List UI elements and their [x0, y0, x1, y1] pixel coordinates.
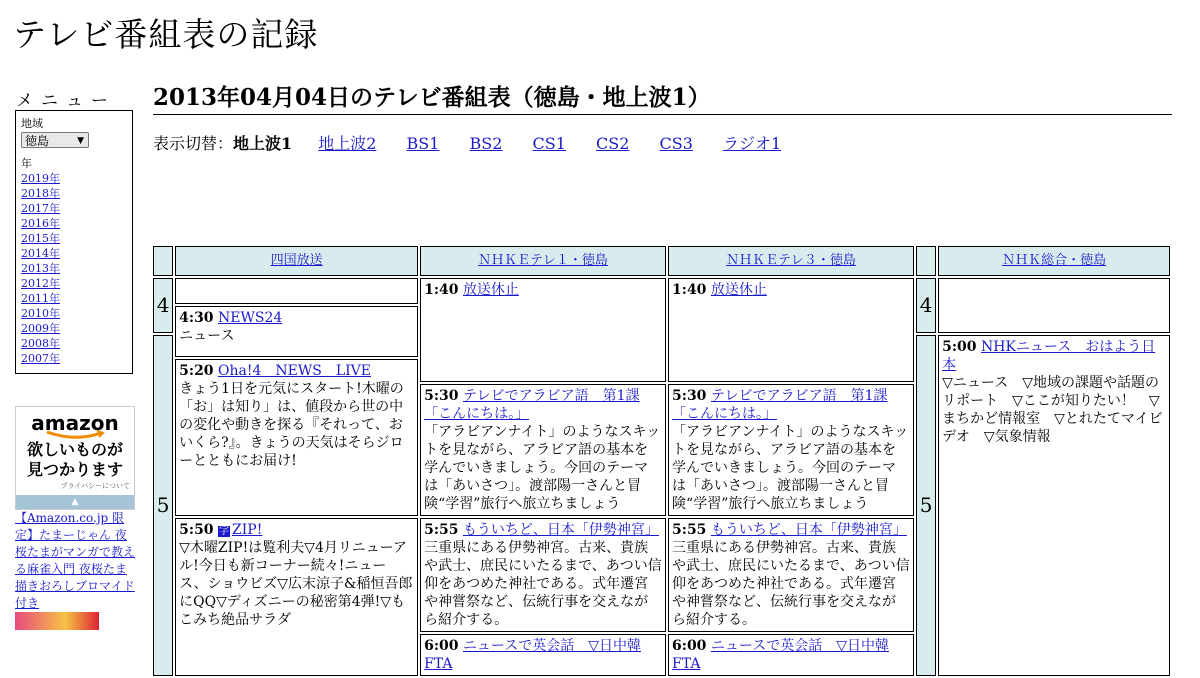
site-title: テレビ番組表の記録 [13, 15, 319, 54]
chevron-down-icon: ▼ [77, 136, 84, 146]
program-time: 5:30 [672, 388, 707, 404]
program-cell [420, 278, 666, 382]
program-cell [668, 384, 914, 516]
program-cell-empty [938, 278, 1170, 333]
year-link[interactable]: 2010年 [21, 307, 60, 320]
channel-link[interactable]: ＮＨＫ総合・徳島 [1002, 253, 1107, 268]
ad-product-thumbnail[interactable] [15, 612, 99, 630]
program-time: 1:40 [424, 282, 459, 298]
list-item [21, 351, 132, 366]
program-cell [175, 518, 418, 676]
channel-link[interactable]: 四国放送 [270, 253, 323, 268]
channel-header [420, 246, 666, 276]
program-cell [420, 384, 666, 516]
program-title[interactable]: ニュースで英会話 ▽日中韓FTA [672, 638, 889, 672]
amazon-ad-banner[interactable] [15, 406, 135, 510]
program-cell-empty [175, 278, 418, 304]
program-desc: ▽ニュース ▽地域の課題や話題のリポート ▽ここが知りたい！ ▽まちかど情報室 ▽とれたてマイビデオ ▽気象情報 [942, 374, 1163, 445]
program-cell [668, 278, 914, 382]
hour-cell: 4 [916, 278, 936, 333]
switch-current: 地上波1 [233, 134, 293, 153]
year-link[interactable]: 2012年 [21, 277, 60, 290]
program-cell [175, 306, 418, 357]
program-time: 4:30 [179, 310, 214, 326]
hour-cell: 5 [916, 335, 936, 676]
list-item [21, 186, 132, 201]
menu-box [15, 110, 133, 374]
program-time: 5:55 [424, 522, 459, 538]
list-item [21, 276, 132, 291]
program-title[interactable]: ニュースで英会話 ▽日中韓FTA [424, 638, 642, 672]
broadcast-switcher [153, 134, 806, 154]
list-item [21, 321, 132, 336]
menu-heading: メニュー [16, 91, 116, 111]
year-link[interactable]: 2007年 [21, 352, 60, 365]
program-title[interactable]: テレビでアラビア語 第1課「こんにちは。」 [672, 388, 888, 422]
corner-cell [153, 246, 173, 276]
year-link[interactable]: 2019年 [21, 172, 60, 185]
program-cell [668, 518, 914, 632]
program-title[interactable]: 放送休止 [462, 282, 519, 298]
program-desc: ニュース [179, 328, 235, 344]
caption-mark-icon: 字 [219, 526, 230, 537]
year-link[interactable]: 2015年 [21, 232, 60, 245]
program-cell [420, 634, 666, 676]
list-item [21, 261, 132, 276]
list-item [21, 336, 132, 351]
program-title[interactable]: テレビでアラビア語 第1課「こんにちは。」 [424, 388, 640, 422]
switch-link-bs2[interactable]: BS2 [469, 134, 503, 153]
switch-link-cs3[interactable]: CS3 [659, 134, 693, 153]
channel-link[interactable]: ＮＨＫＥテレ１・徳島 [478, 253, 608, 268]
switch-link-bs1[interactable]: BS1 [406, 134, 440, 153]
program-time: 6:00 [672, 638, 707, 654]
channel-header [668, 246, 914, 276]
region-select[interactable] [21, 132, 89, 148]
chevron-up-icon[interactable]: ▲ [16, 495, 134, 509]
switch-link-radio1[interactable]: ラジオ1 [722, 134, 782, 153]
year-link[interactable]: 2008年 [21, 337, 60, 350]
program-time: 5:30 [424, 388, 459, 404]
list-item [21, 306, 132, 321]
year-link[interactable]: 2014年 [21, 247, 60, 260]
year-list [21, 171, 132, 366]
hour-cell: 4 [153, 278, 173, 333]
region-label: 地域 [21, 117, 43, 130]
ad-line-2: 見つかります [26, 460, 123, 479]
program-title[interactable]: もういちど、日本「伊勢神宮」 [710, 522, 907, 538]
list-item [21, 216, 132, 231]
page-title: 2013年04月04日のテレビ番組表（徳島・地上波1） [153, 82, 1172, 115]
schedule-grid [153, 246, 1172, 672]
program-title[interactable]: 放送休止 [710, 282, 767, 298]
ad-product-link[interactable]: 【Amazon.co.jp 限定】たまーじゃん 夜桜たまがマンガで教える麻雀入門 夜桜たま描きおろしブロマイド付き [15, 511, 136, 610]
region-select-value: 徳島 [25, 134, 50, 148]
year-label: 年 [21, 157, 32, 170]
program-title[interactable]: ZIP! [232, 522, 263, 538]
program-cell [668, 634, 914, 676]
ad-line-1: 欲しいものが [26, 440, 123, 459]
year-link[interactable]: 2016年 [21, 217, 60, 230]
program-desc: 三重県にある伊勢神宮。古来、貴族や武士、庶民にいたるまで、あつい信仰をあつめた神社である。式年遷宮や神嘗祭など、伝統行事を交えながら紹介する。 [672, 540, 910, 628]
program-title[interactable]: NEWS24 [218, 310, 283, 326]
year-link[interactable]: 2011年 [21, 292, 60, 305]
year-link[interactable]: 2009年 [21, 322, 60, 335]
program-cell [175, 359, 418, 516]
switch-link-cs1[interactable]: CS1 [532, 134, 566, 153]
program-time: 5:50 [179, 522, 214, 538]
list-item [21, 231, 132, 246]
program-cell [420, 518, 666, 632]
switch-link-cs2[interactable]: CS2 [596, 134, 630, 153]
list-item [21, 246, 132, 261]
amazon-logo: amazon [31, 411, 119, 435]
program-time: 5:55 [672, 522, 707, 538]
program-desc: きょう1日を元気にスタート!木曜の「お」は知り」は、値段から世の中の変化や動きを探る『それって、おいくら?』。きょうの天気はそらジローとともにお届け! [179, 381, 404, 470]
program-time: 1:40 [672, 282, 707, 298]
program-time: 5:00 [942, 338, 977, 355]
ad-privacy-link[interactable]: プライバシーについて [60, 482, 130, 490]
program-title[interactable]: NHKニュース おはよう日本 [942, 338, 1156, 373]
program-time: 5:20 [179, 363, 214, 380]
channel-header [938, 246, 1170, 276]
channel-link[interactable]: ＮＨＫＥテレ３・徳島 [726, 253, 856, 268]
list-item [21, 171, 132, 186]
program-title[interactable]: Oha!4 NEWS LIVE [218, 363, 371, 380]
corner-cell [916, 246, 936, 276]
program-desc: ▽木曜ZIP!は覧利夫▽4月リニューアル!今日も新コーナー続々!ニュース、ショウビズ▽広末涼子&稲恒吾郎にQQ▽ディズニーの秘密第4弾!▽もこみち絶品サラダ [179, 540, 413, 628]
channel-header [175, 246, 418, 276]
year-link[interactable]: 2018年 [21, 187, 60, 200]
program-cell [938, 335, 1170, 676]
hour-cell: 5 [153, 335, 173, 676]
switch-link-terrestrial2[interactable]: 地上波2 [318, 134, 377, 153]
year-link[interactable]: 2013年 [21, 262, 60, 275]
program-desc: 「アラビアンナイト」のようなスキットを見ながら、アラビア語の基本を学んでいきましょう。今回のテーマは「あいさつ」。渡部陽一さんと冒険“学習”旅行へ旅立ちましょう [424, 424, 661, 512]
list-item [21, 291, 132, 306]
switch-label: 表示切替： [153, 134, 234, 153]
program-title[interactable]: もういちど、日本「伊勢神宮」 [462, 522, 659, 538]
program-desc: 「アラビアンナイト」のようなスキットを見ながら、アラビア語の基本を学んでいきましょう。今回のテーマは「あいさつ」。渡部陽一さんと冒険“学習”旅行へ旅立ちましょう [672, 424, 909, 512]
program-time: 6:00 [424, 638, 459, 654]
list-item [21, 201, 132, 216]
program-desc: 三重県にある伊勢神宮。古来、貴族や武士、庶民にいたるまで、あつい信仰をあつめた神社である。式年遷宮や神嘗祭など、伝統行事を交えながら紹介する。 [424, 540, 662, 628]
year-link[interactable]: 2017年 [21, 202, 60, 215]
